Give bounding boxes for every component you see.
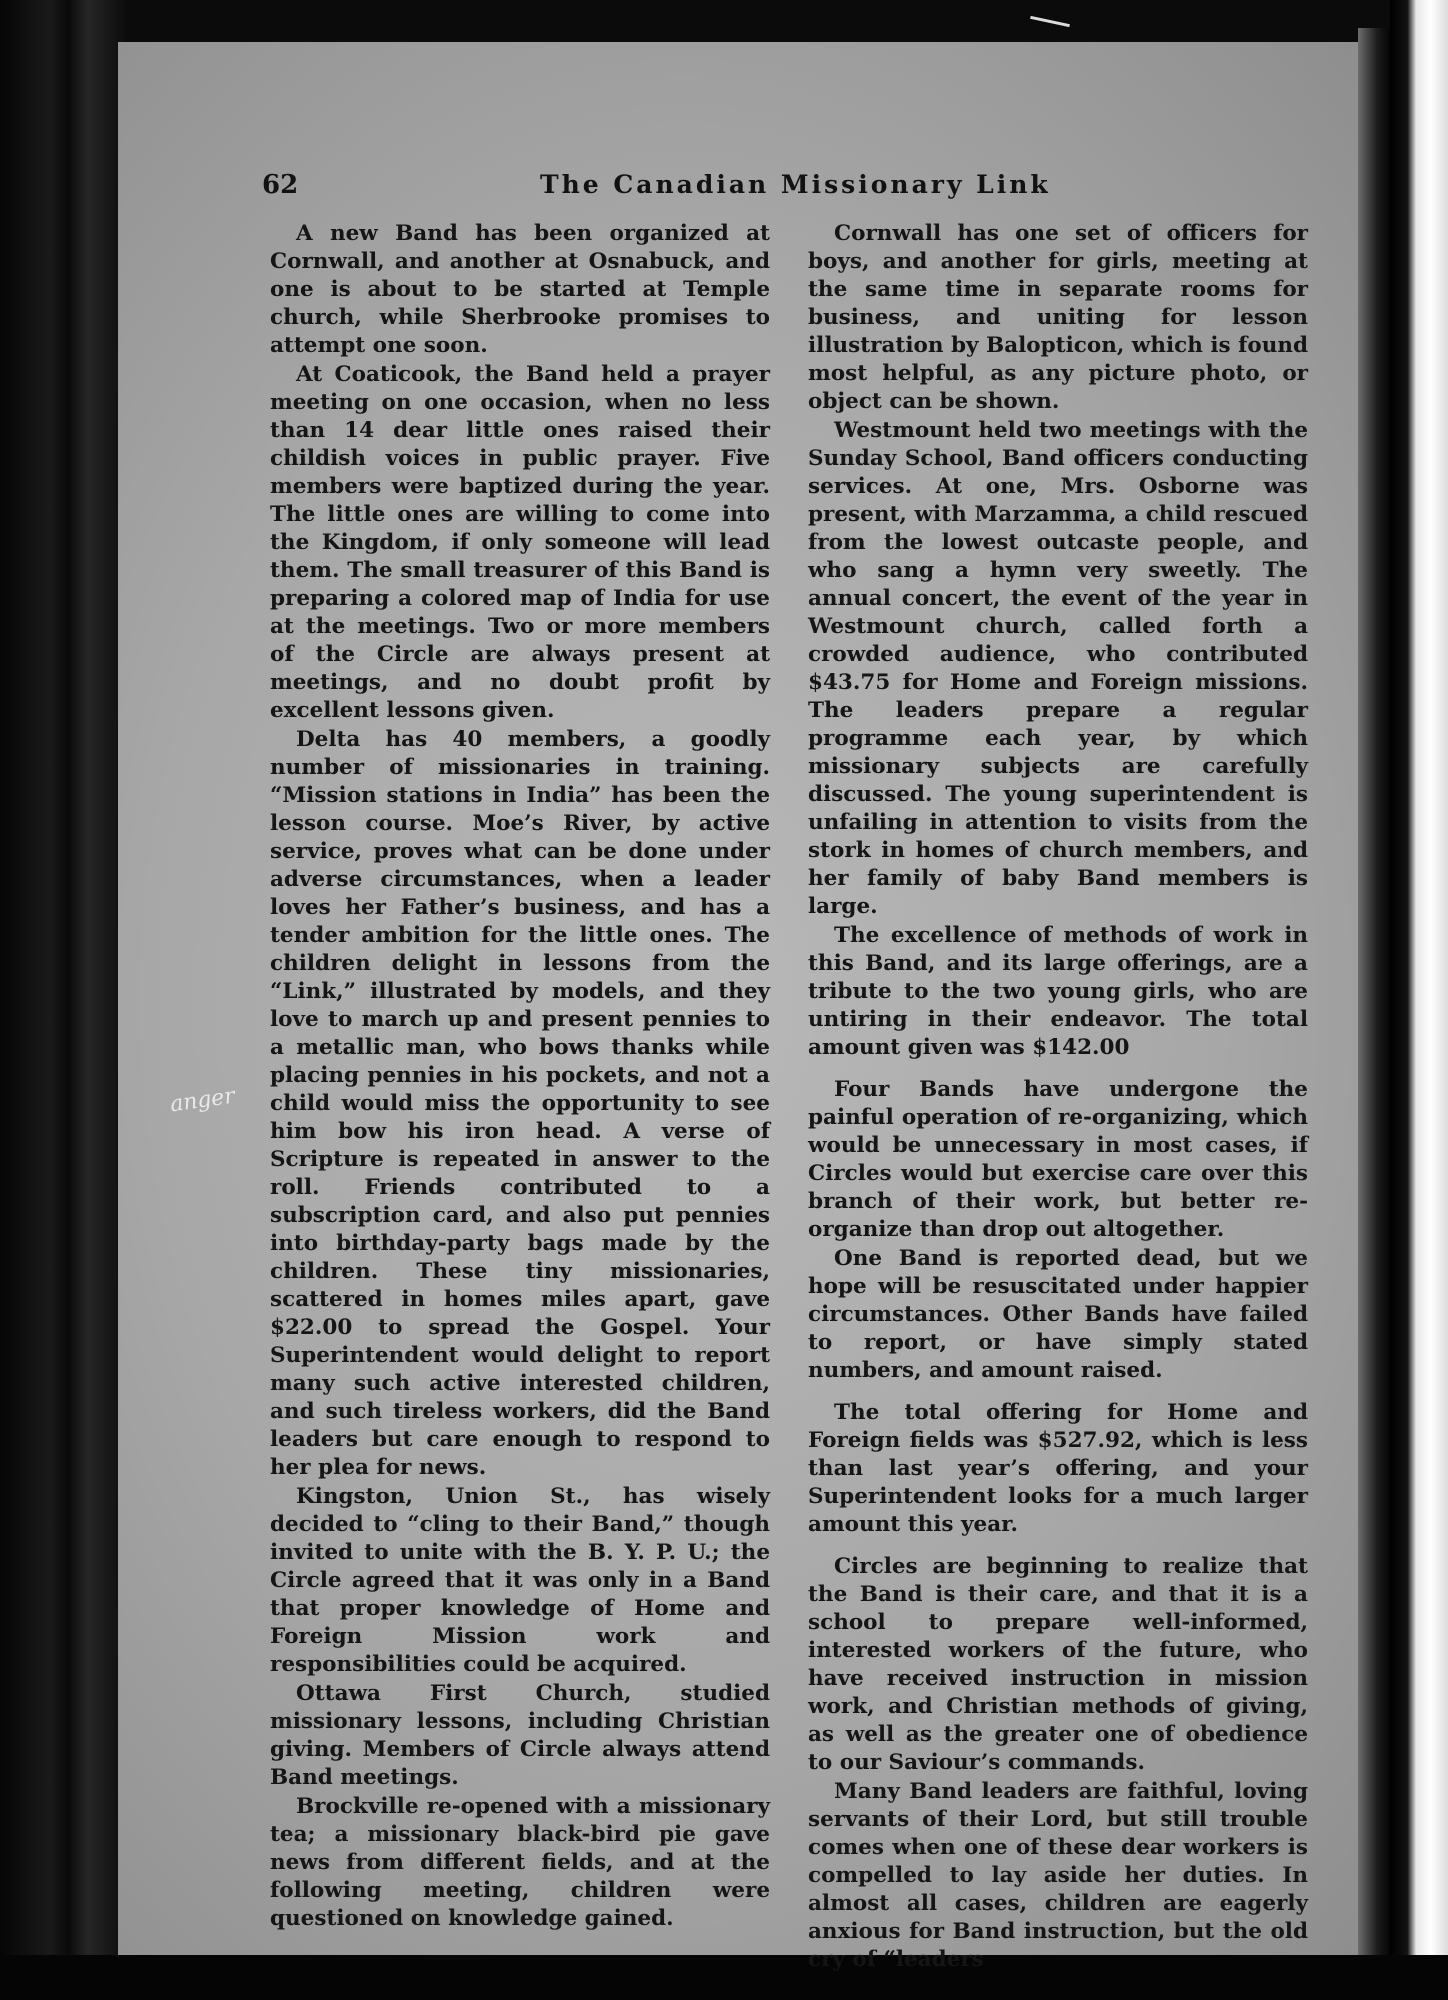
paragraph-cornwall: Cornwall has one set of officers for boys, and another for girls, meeting at the same time in separate rooms for business, and uniting for lesson illustration by Balopticon, which is found most helpful, as any picture photo, or object can be shown. [808,221,1308,414]
paragraph-band-leaders: Many Band leaders are faithful, loving servants of their Lord, but still trouble comes when one of these dear workers is compelled to lay aside her duties. In almost all cases, children are eagerly anxious for Band instruction, but the old cry of “leaders [808,1779,1308,1972]
left-column [270,220,770,1933]
paragraph-band-dead: One Band is reported dead, but we hope will be resuscitated under happier circumstances. Other Bands have failed to report, or have simply stated numbers, and amount raised. [808,1246,1308,1383]
paragraph-circles: Circles are beginning to realize that the Band is their care, and that it is a school to prepare well-informed, interested workers of the future, who have received instruction in mission work, and Christian methods of giving, as well as the greater one of obedience to our Saviour’s commands. [808,1554,1308,1775]
handwritten-margin-note: anger [168,1083,237,1118]
paragraph-brockville: Brockville re-opened with a missionary tea; a missionary black-bird pie gave news from different fields, and at the following meeting, children were questioned on knowledge gained. [270,1794,770,1931]
paragraph-coaticook: At Coaticook, the Band held a prayer meeting on one occasion, when no less than 14 dear little ones raised their childish voices in public prayer. Five members were baptized during the year. The little ones are willing to come into the Kingdom, if only someone will lead them. The small treasurer of this Band is preparing a colored map of India for use at the meetings. Two or more members of the Circle are always present at meetings, and no doubt profit by excellent lessons given. [270,362,770,723]
paragraph-kingston: Kingston, Union St., has wisely decided to “cling to their Band,” though invited to unite with the B. Y. P. U.; the Circle agreed that it was only in a Band that proper knowledge of Home and Foreign Mission work and responsibilities could be acquired. [270,1484,770,1677]
paragraph-reorganizing: Four Bands have undergone the painful operation of re-organizing, which would be unnecessary in most cases, if Circles would but exercise care over this branch of their work, but better re-organize than drop out altogether. [808,1077,1308,1242]
scan-border-left [0,0,125,2000]
paragraph-westmount: Westmount held two meetings with the Sunday School, Band officers conducting services. At one, Mrs. Osborne was present, with Marzamma, a child rescued from the lowest outcaste people, and who sang a hymn very sweetly. The annual concert, the event of the year in Westmount church, called forth a crowded audience, who contributed $43.75 for Home and Foreign missions. The leaders prepare a regular programme each year, by which missionary subjects are carefully discussed. The young superintendent is unfailing in attention to visits from the stork in homes of church members, and her family of baby Band members is large. [808,418,1308,919]
right-column [808,220,1308,1974]
paragraph-ottawa: Ottawa First Church, studied missionary lessons, including Christian giving. Members of Circle always attend Band meetings. [270,1681,770,1790]
paragraph-new-bands: A new Band has been organized at Cornwall, and another at Osnabuck, and one is about to be started at Temple church, while Sherbrooke promises to attempt one soon. [270,221,770,358]
page-gutter-shadow [1358,28,1390,1963]
scan-border-right [1390,0,1448,2000]
paragraph-delta: Delta has 40 members, a goodly number of missionaries in training. “Mission stations in India” has been the lesson course. Moe’s River, by active service, proves what can be done under adverse circumstances, when a leader loves her Father’s business, and has a tender ambition for the little ones. The children delight in lessons from the “Link,” illustrated by models, and they love to march up and present pennies to a metallic man, who bows thanks while placing pennies in his pockets, and not a child would miss the opportunity to see him bow his iron head. A verse of Scripture is repeated in answer to the roll. Friends contributed to a subscription card, and also put pennies into birthday-party bags made by the children. These tiny missionaries, scattered in homes miles apart, gave $22.00 to spread the Gospel. Your Superintendent would delight to report many such active interested children, and such tireless workers, did the Band leaders but care enough to respond to her plea for news. [270,727,770,1480]
page-number: 62 [262,170,299,200]
paragraph-total-offering: The total offering for Home and Foreign fields was $527.92, which is less than last year’s offering, and your Superintendent looks for a much larger amount this year. [808,1400,1308,1537]
paragraph-excellence: The excellence of methods of work in this Band, and its large offerings, are a tribute to the two young girls, who are untiring in their endeavor. The total amount given was $142.00 [808,923,1308,1060]
running-head-title: The Canadian Missionary Link [540,170,1051,199]
scan-artifact [1030,16,1070,27]
